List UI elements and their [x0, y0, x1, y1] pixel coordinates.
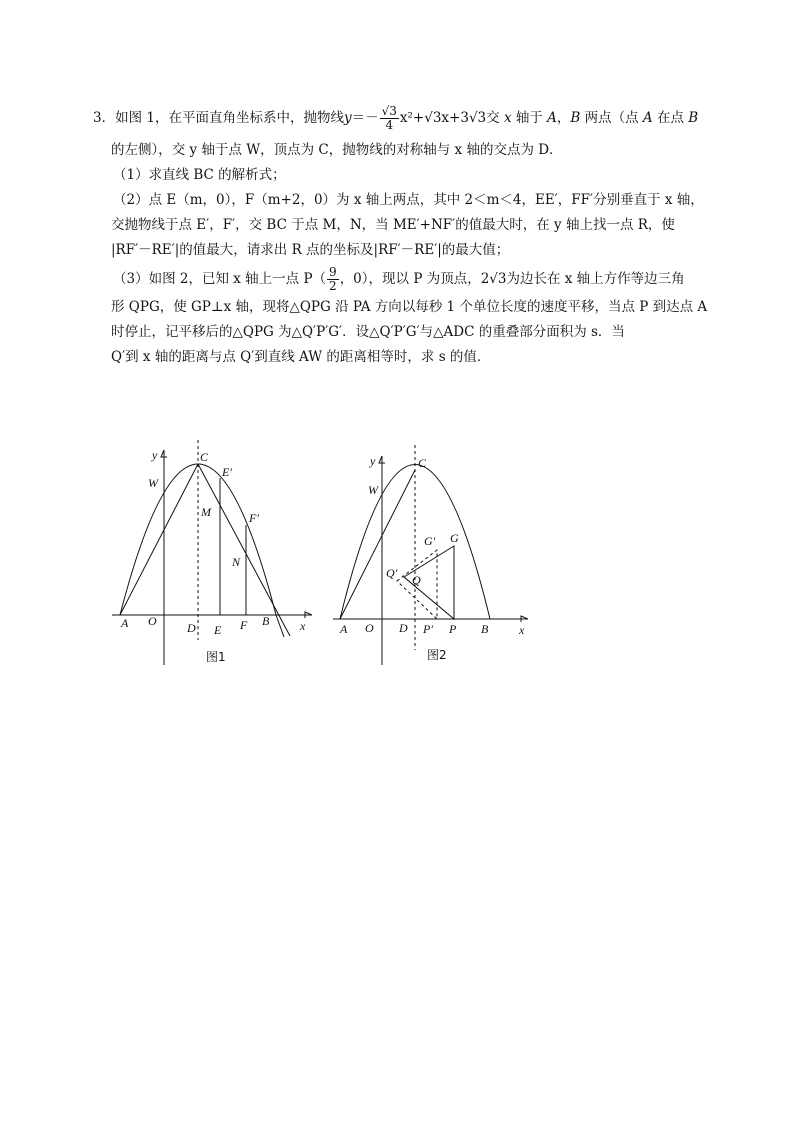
- label-E: E: [214, 623, 222, 637]
- label-x: x: [519, 623, 525, 637]
- part-2-line-3: |RF′－RE′|的值最大，请求出 R 点的坐标及|RF′－RE′|的最大值；: [111, 242, 510, 258]
- problem-text: [93, 98, 708, 370]
- label-B: B: [262, 614, 270, 628]
- label-W: W: [368, 483, 378, 497]
- label-Q1: Q′: [386, 566, 398, 580]
- label-P: P: [449, 622, 457, 636]
- label-C: C: [200, 450, 209, 464]
- var-A: A: [547, 110, 557, 126]
- var-B: B: [570, 110, 581, 126]
- label-F1: F′: [249, 511, 259, 525]
- var-B: B: [688, 110, 699, 126]
- figure-1: [110, 440, 330, 670]
- text-run: 两点（点: [584, 110, 639, 126]
- label-Q: Q: [412, 573, 421, 587]
- problem-number: 3．: [93, 110, 116, 126]
- label-y: y: [152, 448, 158, 462]
- problem-line-1: [93, 98, 705, 138]
- label-W: W: [148, 476, 158, 490]
- label-E1: E′: [222, 465, 232, 479]
- part-3-line-4: Q′到 x 轴的距离与点 Q′到直线 AW 的距离相等时，求 s 的值．: [111, 349, 491, 365]
- part-1: （1）求直线 BC 的解析式；: [113, 167, 286, 183]
- text-run: 轴于: [515, 110, 543, 126]
- fraction-numerator: 9: [329, 265, 337, 279]
- text-run: ＝－: [351, 110, 379, 126]
- label-D: D: [399, 621, 408, 635]
- label-y: y: [370, 454, 376, 468]
- label-G1: G′: [424, 534, 436, 548]
- text-run: ，0），现以 P 为顶点，2√3为边长在 x 轴上方作等边三角: [339, 271, 685, 287]
- part-3-line-1: [93, 263, 705, 295]
- part-3-line-2: 形 QPG，使 GP⊥x 轴，现将△QPG 沿 PA 方向以每秒 1 个单位长度的速度平移，当点 P 到达点 A: [111, 299, 708, 315]
- text-run: 在点: [656, 110, 684, 126]
- figure-2: [330, 445, 535, 670]
- label-D: D: [187, 621, 196, 635]
- part-3-line-3: 时停止，记平移后的△QPG 为△Q′P′G′．设△Q′P′G′与△ADC 的重叠部分面积为 s．当: [111, 324, 625, 340]
- figure-2-caption: 图2: [427, 648, 447, 662]
- fraction-denominator: 4: [385, 118, 394, 132]
- fraction-denominator: 2: [329, 279, 337, 293]
- label-N: N: [232, 555, 241, 569]
- text-run: ，: [556, 110, 571, 126]
- label-G: G: [450, 531, 459, 545]
- label-F: F: [240, 618, 248, 632]
- line-BC: [198, 464, 290, 636]
- parabola: [120, 464, 284, 637]
- label-C: C: [418, 456, 427, 470]
- figure-1-caption: 图1: [206, 650, 226, 664]
- var-y: y: [343, 110, 352, 126]
- text-run: （3）如图 2，已知 x 轴上一点 P（: [113, 271, 327, 287]
- label-O: O: [365, 621, 374, 635]
- label-A: A: [340, 622, 348, 636]
- text-run: x²+√3x+3√3交: [399, 110, 500, 126]
- label-M: M: [201, 505, 211, 519]
- var-x: x: [503, 110, 512, 126]
- label-O: O: [148, 614, 157, 628]
- label-x: x: [300, 619, 306, 633]
- fraction: [327, 266, 339, 293]
- fraction-numerator: √3: [381, 104, 397, 118]
- part-2-line-2: 交抛物线于点 E′，F′，交 BC 于点 M，N，当 ME′+NF′的值最大时，在 y 轴上找一点 R，使: [111, 217, 675, 233]
- line-AC: [120, 464, 198, 615]
- var-A: A: [642, 110, 653, 126]
- label-P1: P′: [423, 622, 433, 636]
- fraction: [380, 105, 399, 132]
- part-2-line-1: （2）点 E（m，0），F（m+2，0）为 x 轴上两点，其中 2＜m＜4，EE′，FF′分别垂直于 x 轴，: [113, 192, 704, 208]
- label-B: B: [481, 622, 489, 636]
- text-run: 如图 1，在平面直角坐标系中，抛物线: [115, 110, 344, 126]
- label-A: A: [121, 616, 129, 630]
- problem-line-2: 的左侧），交 y 轴于点 W，顶点为 C，抛物线的对称轴与 x 轴的交点为 D．: [111, 142, 563, 158]
